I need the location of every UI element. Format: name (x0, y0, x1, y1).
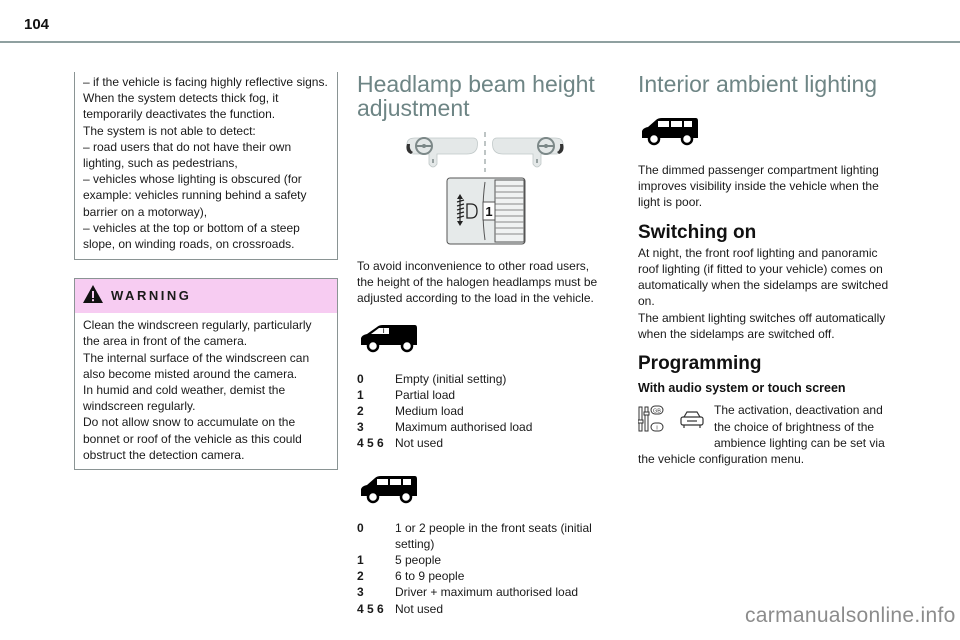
middle-column (357, 72, 607, 617)
warning-title: WARNING (111, 288, 192, 304)
legend-row (357, 552, 607, 568)
switching-on-paragraph: At night, the front roof lighting and panoramic roof lighting (if fitted to your vehicle) comes on automatically when the sidelamps are switched on. (638, 245, 889, 309)
warning-paragraph: Clean the windscreen regularly, particularly the area in front of the camera. (83, 318, 312, 349)
section-title-ambient: Interior ambient lighting (638, 71, 878, 97)
svg-text:I: I (656, 425, 658, 432)
setting-value: 5 people (395, 553, 442, 568)
legend-row (357, 435, 607, 451)
setting-key: 2 (357, 404, 364, 419)
headlamp-intro: To avoid inconvenience to other road users, the height of the halogen headlamps must be adjusted according to the load in the vehicle. (357, 259, 598, 306)
warning-body (75, 313, 337, 469)
settings-sliders-icon (638, 404, 666, 438)
box-paragraph: – vehicles at the top or bottom of a steep slope, on winding roads, on crossroads. (83, 220, 300, 252)
left-column (74, 72, 338, 470)
legend-row (357, 419, 607, 435)
svg-text:GB: GB (653, 408, 661, 415)
panel-van-icon (359, 323, 607, 353)
setting-value: 6 to 9 people (395, 569, 465, 584)
setting-key: 4 5 6 (357, 601, 384, 616)
setting-value: Not used (395, 601, 444, 616)
vehicle-front-icon (680, 404, 704, 434)
box-paragraph: When the system detects thick fog, it temporarily deactivates the function. (83, 91, 279, 122)
header-divider (0, 41, 960, 43)
setting-value: Medium load (395, 404, 464, 419)
legend-row (357, 568, 607, 584)
warning-triangle-icon (83, 285, 103, 307)
setting-key: 0 (357, 520, 364, 535)
continuation-box (74, 72, 338, 260)
switching-on-paragraph: The ambient lighting switches off automatically when the sidelamps are switched off. (638, 310, 886, 341)
setting-key: 1 (357, 387, 364, 402)
setting-key: 2 (357, 569, 364, 584)
setting-key: 1 (357, 553, 364, 568)
right-column (638, 72, 893, 467)
svg-text:1: 1 (485, 204, 493, 219)
setting-value: Driver + maximum authorised load (395, 585, 579, 600)
programming-icons (638, 402, 714, 438)
warning-header (75, 279, 337, 313)
van-load-settings (357, 371, 607, 452)
warning-paragraph: The internal surface of the windscreen can also become misted around the camera. (83, 350, 310, 381)
programming-block (638, 402, 893, 467)
legend-row (357, 584, 607, 600)
people-load-settings (357, 520, 607, 617)
people-carrier-icon (359, 474, 607, 504)
setting-key: 3 (357, 585, 364, 600)
steering-wheel-left-icon (407, 138, 478, 167)
setting-value: Maximum authorised load (395, 420, 533, 435)
setting-value: 1 or 2 people in the front seats (initial setting) (395, 520, 592, 551)
programming-text: The activation, deactivation and the choice of brightness of the ambience lighting can be set via the vehicle configuration menu. (638, 403, 885, 467)
setting-value: Not used (395, 436, 444, 451)
box-paragraph: – road users that do not have their own lighting, such as pedestrians, (83, 139, 292, 171)
subheading-audio: With audio system or touch screen (638, 381, 846, 396)
box-paragraph: – if the vehicle is facing highly reflective signs. (83, 75, 328, 89)
people-carrier-icon (640, 116, 893, 146)
steering-wheel-right-icon (493, 138, 564, 167)
warning-box (74, 278, 338, 470)
box-paragraph: – vehicles whose lighting is obscured (for example: vehicles running behind a safety barrier on a motorway), (83, 172, 307, 219)
legend-row (357, 520, 607, 552)
heading-programming: Programming (638, 353, 762, 375)
legend-row (357, 601, 607, 617)
setting-key: 4 5 6 (357, 436, 384, 451)
watermark: carmanualsonline.info (745, 604, 956, 627)
setting-value: Partial load (395, 387, 456, 402)
box-paragraph: The system is not able to detect: (83, 123, 256, 138)
setting-value: Empty (initial setting) (395, 371, 507, 386)
page-number: 104 (24, 16, 50, 33)
section-title-headlamp: Headlamp beam height adjustment (357, 71, 595, 121)
setting-key: 3 (357, 420, 364, 435)
warning-paragraph: Do not allow snow to accumulate on the bonnet or roof of the vehicle as this could obstruct the detection camera. (83, 415, 302, 462)
setting-key: 0 (357, 371, 364, 386)
svg-text:Ì: Ì (383, 328, 385, 335)
legend-row (357, 387, 607, 403)
legend-row (357, 403, 607, 419)
headlamp-adjust-diagram (357, 130, 607, 250)
legend-row (357, 371, 607, 387)
headlamp-adjust-icon (447, 178, 525, 244)
heading-switching-on: Switching on (638, 221, 757, 243)
ambient-intro: The dimmed passenger compartment lighting improves visibility inside the vehicle when the light is poor. (638, 163, 879, 210)
warning-paragraph: In humid and cold weather, demist the windscreen regularly. (83, 383, 286, 414)
